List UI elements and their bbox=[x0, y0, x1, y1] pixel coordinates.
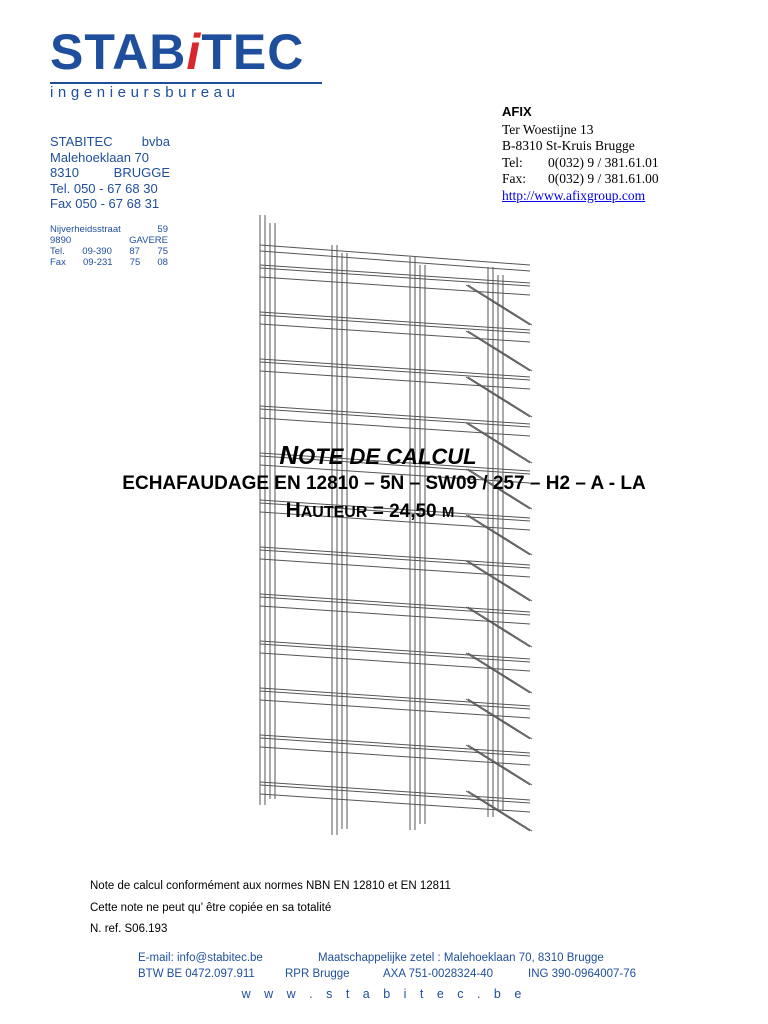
scaffold-member bbox=[260, 691, 530, 709]
scaffold-member bbox=[260, 700, 530, 718]
footer-ing: ING 390-0964007-76 bbox=[528, 968, 637, 980]
logo-wordmark: STABiTEC bbox=[50, 24, 305, 80]
scaffold-member bbox=[260, 785, 530, 803]
client-city: B-8310 St-Kruis Brugge bbox=[502, 138, 635, 153]
office-branch-address bbox=[50, 224, 168, 268]
client-name: AFIX bbox=[502, 104, 532, 119]
scaffold-member bbox=[468, 377, 532, 417]
document-notes bbox=[90, 876, 451, 941]
branch-tel-label: Tel. bbox=[50, 246, 65, 257]
title-height: HAUTEUR = 24,50 M bbox=[285, 499, 455, 522]
scaffold-member bbox=[260, 738, 530, 756]
scaffold-member bbox=[468, 331, 532, 371]
scaffold-member bbox=[260, 735, 530, 753]
scaffold-member bbox=[260, 653, 530, 671]
branch-number: 59 bbox=[157, 224, 168, 235]
document-title bbox=[0, 440, 768, 523]
footer-website: w w w . s t a b i t e c . b e bbox=[241, 987, 527, 1001]
logo-tagline: ingenieursbureau bbox=[50, 84, 240, 101]
footer-axa: AXA 751-0028324-40 bbox=[383, 968, 493, 980]
office-street: Malehoeklaan 70 bbox=[50, 149, 150, 165]
client-street: Ter Woestijne 13 bbox=[502, 121, 594, 137]
branch-tel-a: 09-390 bbox=[82, 246, 112, 257]
scaffold-member bbox=[468, 285, 532, 325]
company-logo bbox=[50, 24, 330, 101]
office-postcode: 8310 bbox=[50, 165, 79, 180]
page-footer bbox=[0, 952, 768, 1001]
scaffold-drawing bbox=[230, 205, 550, 845]
scaffold-member bbox=[260, 362, 530, 380]
scaffold-member bbox=[260, 312, 530, 330]
scaffold-member bbox=[468, 653, 532, 693]
scaffold-member bbox=[260, 277, 530, 295]
branch-street: Nijverheidsstraat bbox=[50, 224, 121, 235]
scaffold-member bbox=[260, 641, 530, 659]
client-fax: Fax: 0(032) 9 / 381.61.00 bbox=[502, 171, 659, 186]
note-standards: Note de calcul conformément aux normes NBN EN 12810 et EN 12811 bbox=[90, 880, 451, 892]
scaffold-member bbox=[260, 315, 530, 333]
scaffold-member bbox=[260, 547, 530, 565]
scaffold-member bbox=[260, 747, 530, 765]
scaffold-member bbox=[260, 782, 530, 800]
footer-email: E-mail: info@stabitec.be bbox=[138, 952, 263, 964]
branch-tel-c: 75 bbox=[157, 246, 168, 257]
branch-city: GAVERE bbox=[129, 235, 168, 246]
scaffold-member bbox=[260, 406, 530, 424]
client-address bbox=[502, 104, 659, 204]
office-main-address bbox=[50, 134, 170, 212]
note-copy: Cette note ne peut qu’ être copiée en sa totalité bbox=[90, 901, 332, 914]
office-form: bvba bbox=[141, 134, 170, 149]
footer-registered-office: Maatschappelijke zetel : Malehoeklaan 70, 8310 Brugge bbox=[318, 952, 604, 964]
footer-rpr: RPR Brugge bbox=[285, 968, 350, 980]
office-city: BRUGGE bbox=[113, 165, 170, 180]
title-note-de-calcul: NOTE DE CALCUL bbox=[279, 440, 477, 470]
client-tel: Tel: 0(032) 9 / 381.61.01 bbox=[502, 154, 659, 170]
branch-fax-label: Fax bbox=[50, 257, 66, 268]
branch-fax-a: 09-231 bbox=[82, 257, 113, 268]
scaffold-member bbox=[260, 418, 530, 436]
scaffold-member bbox=[260, 550, 530, 568]
office-name: STABITEC bbox=[50, 134, 113, 149]
office-tel: Tel. 050 - 67 68 30 bbox=[50, 180, 158, 196]
office-fax: Fax 050 - 67 68 31 bbox=[50, 196, 160, 211]
scaffold-member bbox=[260, 594, 530, 612]
scaffold-member bbox=[260, 324, 530, 342]
scaffold-member bbox=[260, 359, 530, 377]
scaffold-member bbox=[260, 597, 530, 615]
branch-fax-b: 75 bbox=[129, 257, 141, 268]
title-scaffold-spec: ECHAFAUDAGE EN 12810 – 5N – SW09 / 257 – H2 – A - LA bbox=[122, 473, 646, 494]
footer-vat: BTW BE 0472.097.911 bbox=[138, 968, 255, 980]
scaffold-member bbox=[260, 794, 530, 812]
note-reference: N. ref. S06.193 bbox=[90, 923, 168, 935]
branch-postcode: 9890 bbox=[50, 235, 72, 246]
scaffold-member bbox=[260, 268, 530, 286]
branch-fax-c: 08 bbox=[157, 257, 168, 268]
scaffold-member bbox=[260, 245, 530, 265]
scaffold-member bbox=[260, 409, 530, 427]
client-website-link[interactable]: http://www.afixgroup.com bbox=[502, 187, 646, 203]
scaffold-member bbox=[260, 688, 530, 706]
branch-tel-b: 87 bbox=[129, 246, 140, 257]
scaffold-member bbox=[260, 371, 530, 389]
scaffold-member bbox=[260, 644, 530, 662]
